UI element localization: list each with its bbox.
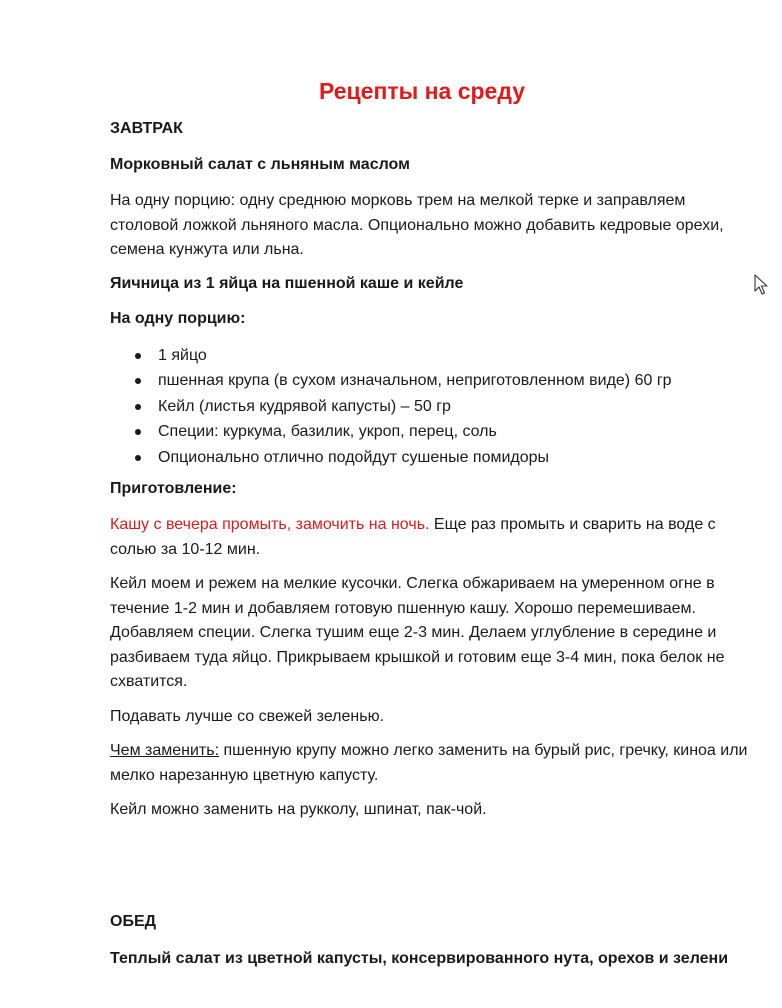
dish-title-omelet: Яичница из 1 яйца на пшенной каше и кейле: [110, 274, 464, 292]
spacer: [110, 833, 750, 911]
bullet-dot-icon: [135, 429, 141, 435]
bullet-dot-icon: [135, 455, 141, 461]
list-item: [110, 343, 750, 369]
page-title: Рецепты на среду: [318, 78, 526, 104]
ingredient-text: пшенная крупа (в сухом изначальном, неприготовленном виде) 60 гр: [158, 372, 672, 390]
ingredient-text: Опционально отлично подойдут сушеные помидоры: [158, 448, 550, 466]
preparation-step-1-rest: Еще раз промыть и сварить на воде с солью за 10-12 мин.: [110, 516, 716, 558]
replacement-note: [110, 739, 750, 788]
preparation-heading: Приготовление:: [110, 480, 237, 498]
kale-replacement-note: Кейл можно заменить на рукколу, шпинат, пак-чой.: [110, 801, 487, 819]
section-heading-lunch: ОБЕД: [110, 912, 157, 930]
highlighted-instruction: Кашу с вечера промыть, замочить на ночь.: [110, 516, 430, 534]
document-content: [110, 74, 750, 984]
list-item: [110, 445, 750, 471]
section-heading-breakfast: ЗАВТРАК: [110, 120, 183, 137]
serving-note: Подавать лучше со свежей зеленью.: [110, 707, 385, 725]
preparation-step-1: [110, 513, 750, 562]
dish-title-warm-salad: Теплый салат из цветной капусты, консервированного нута, орехов и зелени: [110, 949, 729, 967]
dish-title-carrot-salad: Морковный салат с льняным маслом: [110, 156, 410, 173]
mouse-pointer-icon: [754, 274, 768, 296]
list-item: [110, 394, 750, 420]
bullet-dot-icon: [135, 353, 141, 359]
ingredient-text: Кейл (листья кудрявой капусты) – 50 гр: [158, 397, 451, 415]
ingredients-list: [110, 343, 750, 471]
ingredient-text: 1 яйцо: [158, 346, 207, 364]
carrot-salad-description: На одну порцию: одну среднюю морковь трем на мелкой терке и заправляем столовой ложкой льняного масла. Опционально можно добавить кедровые орехи, семена кунжута или льна.: [110, 192, 724, 258]
preparation-step-2: Кейл моем и режем на мелкие кусочки. Слегка обжариваем на умеренном огне в течение 1-2 мин и добавляем готовую пшенную кашу. Хорошо перемешиваем. Добавляем специи. Слегка тушим еще 2-3 мин. Делаем углубление в середине и разбиваем туда яйцо. Прикрываем крышкой и готовим еще 3-4 мин, пока белок не схватится.: [110, 575, 725, 691]
bullet-dot-icon: [135, 378, 141, 384]
list-item: [110, 368, 750, 394]
replacement-text: пшенную крупу можно легко заменить на бурый рис, гречку, киноа или мелко нарезанную цветную капусту.: [110, 742, 748, 784]
portion-heading: На одну порцию:: [110, 309, 246, 327]
bullet-dot-icon: [135, 404, 141, 410]
ingredient-text: Специи: куркума, базилик, укроп, перец, соль: [158, 423, 497, 441]
replacement-label: Чем заменить:: [110, 742, 220, 760]
list-item: [110, 419, 750, 445]
